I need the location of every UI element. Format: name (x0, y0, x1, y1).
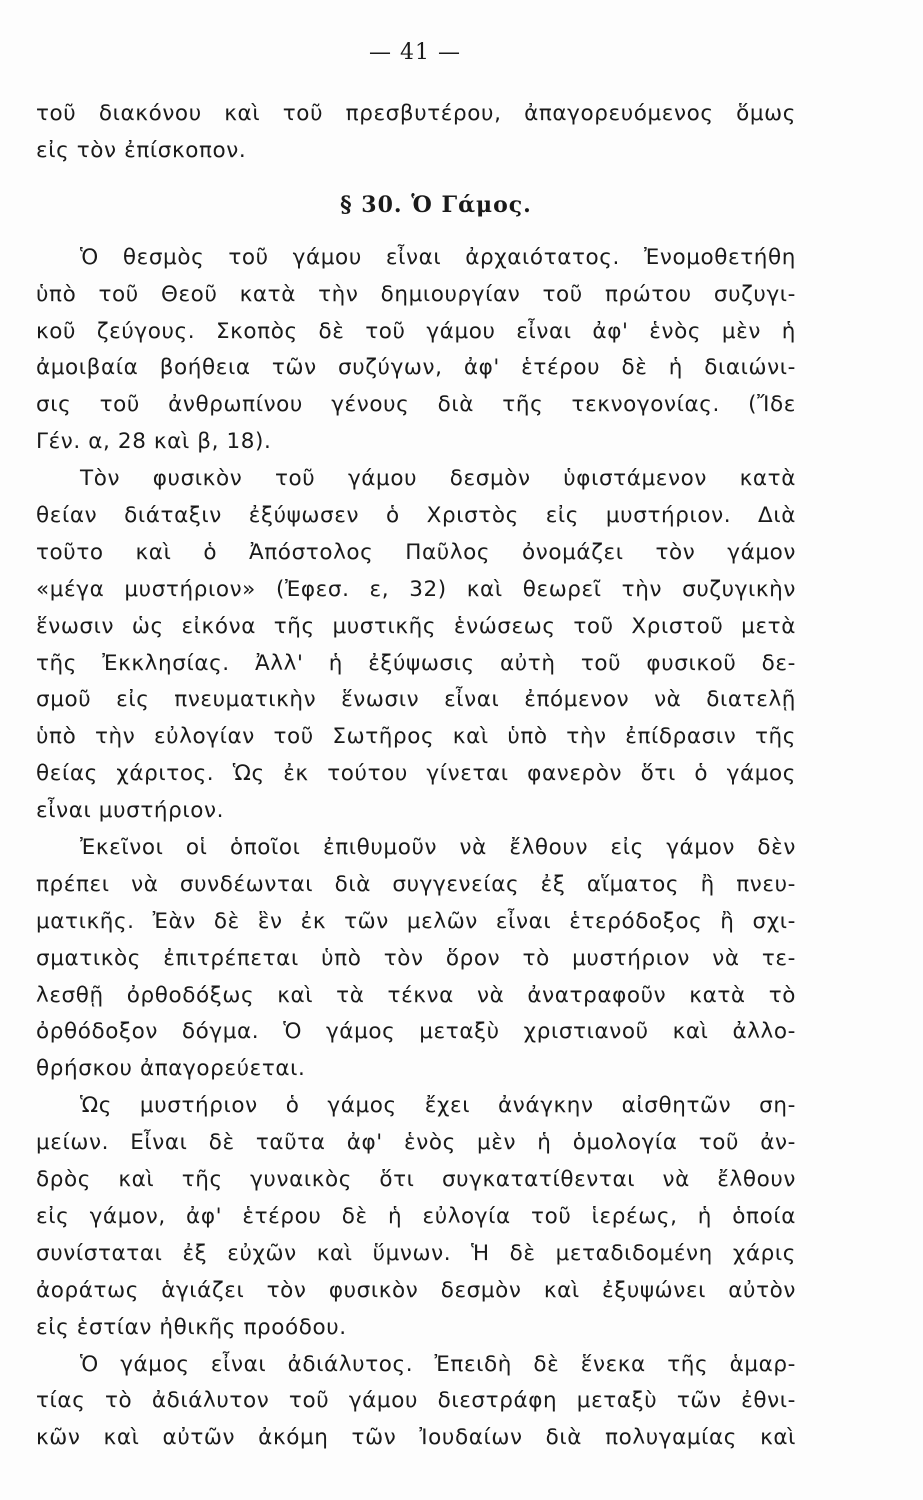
text-line: ἕνωσιν ὡς εἰκόνα τῆς μυστικῆς ἑνώσεως τοῦ Χριστοῦ μετὰ (36, 613, 796, 639)
text-line: ἀμοιβαία βοήθεια τῶν συζύγων, ἀφ' ἑτέρου δὲ ἡ διαιώνι- (36, 355, 796, 381)
text-line: ὑπὸ τοῦ Θεοῦ κατὰ τὴν δημιουργίαν τοῦ πρώτου συζυγι- (36, 281, 796, 307)
text-line: σις τοῦ ἀνθρωπίνου γένους διὰ τῆς τεκνογονίας. (Ἴδε (36, 392, 796, 418)
text-line: κῶν καὶ αὐτῶν ἀκόμη τῶν Ἰουδαίων διὰ πολυγαμίας καὶ (36, 1425, 796, 1451)
text-line: τοῦ διακόνου καὶ τοῦ πρεσβυτέρου, ἀπαγορευόμενος ὅμως (36, 101, 796, 126)
body-text (36, 96, 796, 1457)
paragraph (36, 240, 796, 461)
text-line: εἰς γάμον, ἀφ' ἑτέρου δὲ ἡ εὐλογία τοῦ ἱερέως, ἡ ὁποία (36, 1203, 796, 1229)
text-line: σματικὸς ἐπιτρέπεται ὑπὸ τὸν ὅρον τὸ μυστήριον νὰ τε- (36, 945, 796, 971)
text-line: ματικῆς. Ἐὰν δὲ ἓν ἐκ τῶν μελῶν εἶναι ἑτερόδοξος ἢ σχι- (36, 908, 796, 934)
text-line: Τὸν φυσικὸν τοῦ γάμου δεσμὸν ὑφιστάμενον κατὰ (80, 466, 796, 492)
text-line: εἰς τὸν ἐπίσκοπον. (36, 137, 247, 163)
text-line: ἀοράτως ἁγιάζει τὸν φυσικὸν δεσμὸν καὶ ἐξυψώνει αὐτὸν (36, 1277, 796, 1303)
text-line: σμοῦ εἰς πνευματικὴν ἕνωσιν εἶναι ἐπόμενον νὰ διατελῇ (36, 687, 796, 713)
text-line: θρήσκου ἀπαγορεύεται. (36, 1056, 306, 1082)
text-line: πρέπει νὰ συνδέωνται διὰ συγγενείας ἐξ αἵματος ἢ πνευ- (36, 871, 796, 897)
text-line: εἰς ἑστίαν ἠθικῆς προόδου. (36, 1314, 347, 1340)
text-line: συνίσταται ἐξ εὐχῶν καὶ ὕμνων. Ἡ δὲ μεταδιδομένη χάρις (36, 1240, 796, 1266)
text-line: Ὡς μυστήριον ὁ γάμος ἔχει ἀνάγκην αἰσθητῶν ση- (80, 1093, 796, 1119)
text-line: εἶναι μυστήριον. (36, 798, 225, 824)
paragraph (36, 1347, 796, 1458)
page-number: — 41 — (369, 40, 461, 65)
text-line: τῆς Ἐκκλησίας. Ἀλλ' ἡ ἐξύψωσις αὐτὴ τοῦ φυσικοῦ δε- (36, 650, 796, 676)
text-line: Ἐκεῖνοι οἱ ὁποῖοι ἐπιθυμοῦν νὰ ἔλθουν εἰς γάμον δὲν (80, 835, 796, 861)
text-line: μείων. Εἶναι δὲ ταῦτα ἀφ' ἑνὸς μὲν ἡ ὁμολογία τοῦ ἀν- (36, 1130, 796, 1156)
text-line: κοῦ ζεύγους. Σκοπὸς δὲ τοῦ γάμου εἶναι ἀφ' ἑνὸς μὲν ἡ (36, 318, 796, 344)
text-line: «μέγα μυστήριον» (Ἐφεσ. ε, 32) καὶ θεωρεῖ τὴν συζυγικὴν (36, 576, 796, 602)
text-line: θείας χάριτος. Ὡς ἐκ τούτου γίνεται φανερὸν ὅτι ὁ γάμος (36, 761, 796, 787)
text-line: δρὸς καὶ τῆς γυναικὸς ὅτι συγκατατίθενται νὰ ἔλθουν (36, 1167, 796, 1193)
text-line: Ὁ γάμος εἶναι ἀδιάλυτος. Ἐπειδὴ δὲ ἕνεκα τῆς ἁμαρ- (80, 1351, 796, 1377)
text-line: θείαν διάταξιν ἐξύψωσεν ὁ Χριστὸς εἰς μυστήριον. Διὰ (36, 503, 796, 529)
text-line: Ὁ θεσμὸς τοῦ γάμου εἶναι ἀρχαιότατος. Ἐνομοθετήθη (80, 244, 796, 270)
text-line: τοῦτο καὶ ὁ Ἀπόστολος Παῦλος ὀνομάζει τὸν γάμον (36, 539, 796, 565)
text-line: λεσθῇ ὀρθοδόξως καὶ τὰ τέκνα νὰ ἀνατραφοῦν κατὰ τὸ (36, 982, 796, 1008)
text-line: ὀρθόδοξον δόγμα. Ὁ γάμος μεταξὺ χριστιανοῦ καὶ ἀλλο- (36, 1019, 796, 1045)
paragraph (36, 830, 796, 1088)
paragraph (36, 461, 796, 830)
text-line: ὑπὸ τὴν εὐλογίαν τοῦ Σωτῆρος καὶ ὑπὸ τὴν ἐπίδρασιν τῆς (36, 724, 796, 750)
text-line: τίας τὸ ἀδιάλυτον τοῦ γάμου διεστράφη μεταξὺ τῶν ἐθνι- (36, 1388, 796, 1414)
paragraph (36, 1088, 796, 1346)
text-line: Γέν. α, 28 καὶ β, 18). (36, 429, 272, 455)
section-heading: § 30. Ὁ Γάμος. (340, 191, 532, 218)
